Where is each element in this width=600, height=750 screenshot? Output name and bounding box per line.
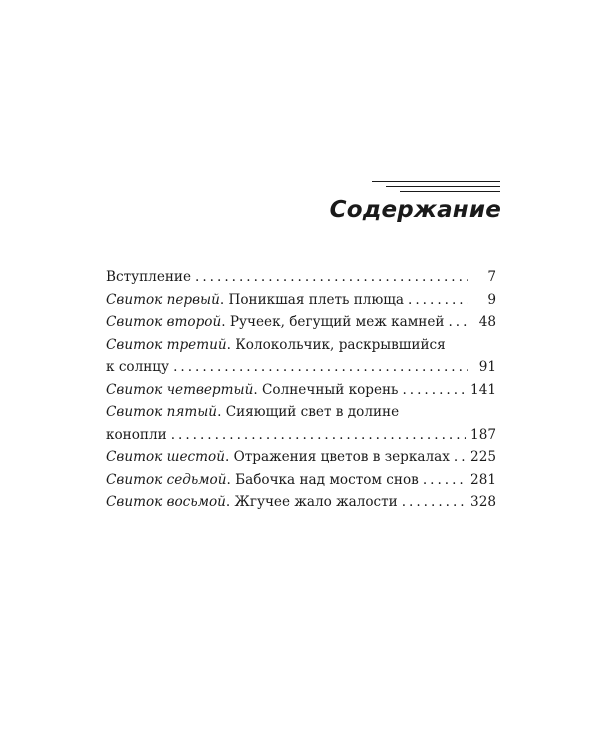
dot-leader — [454, 446, 466, 469]
toc-entry-title — [106, 266, 191, 289]
page-number: 225 — [470, 449, 496, 465]
toc-entry-text: . Солнечный корень — [253, 381, 399, 398]
scroll-label: Свиток шестой — [106, 449, 225, 465]
dot-leader — [423, 469, 466, 492]
toc-line-continuation — [106, 424, 496, 447]
toc-entry-text: Вступление — [106, 269, 192, 285]
toc-entry-text: . Отражения цветов в зеркалах — [224, 449, 450, 465]
toc-line — [106, 469, 496, 492]
toc-entry-title — [106, 401, 399, 424]
toc-entry-text: . Жгучее жало жалости — [225, 494, 398, 510]
toc-entry-text: . Ручеек, бегущий меж камней — [221, 314, 445, 330]
toc-entry-title — [106, 491, 398, 514]
toc-entry-title — [106, 379, 398, 402]
toc-entry-text-continuation: конопли — [106, 426, 167, 443]
dot-leader — [408, 289, 468, 312]
toc-entry-introduction[interactable] — [106, 266, 496, 289]
scroll-label: Свиток седьмой — [106, 471, 227, 488]
toc-line-first — [106, 334, 496, 357]
toc-entry-scroll-5[interactable] — [106, 401, 496, 446]
toc-entry-scroll-4[interactable] — [106, 379, 496, 402]
toc-line — [106, 266, 496, 289]
toc-line — [106, 491, 496, 514]
decorative-rule-bottom — [400, 191, 500, 192]
scroll-label: Свиток второй — [106, 314, 222, 330]
dot-leader — [448, 311, 468, 334]
page-number: 7 — [487, 269, 496, 285]
decorative-rule-middle — [386, 186, 500, 187]
toc-entry-title — [106, 334, 446, 357]
decorative-rule-top — [372, 181, 500, 182]
toc-line — [106, 311, 496, 334]
scroll-label: Свиток первый — [106, 291, 220, 308]
page-number: 91 — [478, 359, 496, 375]
toc-line-continuation — [106, 356, 496, 379]
page-number: 328 — [470, 494, 496, 510]
toc-entry-scroll-3[interactable] — [106, 334, 496, 379]
toc-entry-text: . Колокольчик, раскрывшийся — [226, 336, 446, 353]
toc-entry-scroll-7[interactable] — [106, 469, 496, 492]
scroll-label: Свиток четвертый — [106, 381, 254, 398]
toc-line-first — [106, 401, 496, 424]
toc-line — [106, 379, 496, 402]
page-number: 48 — [478, 314, 496, 330]
toc-entry-scroll-6[interactable] — [106, 446, 496, 469]
toc-entry-scroll-8[interactable] — [106, 491, 496, 514]
dot-leader — [171, 424, 466, 447]
toc-line — [106, 289, 496, 312]
toc-entry-title — [106, 311, 444, 334]
dot-leader — [195, 266, 468, 289]
toc-entry-text: . Поникшая плеть плюща — [219, 291, 405, 308]
toc-entry-title — [106, 289, 404, 312]
table-of-contents — [106, 266, 496, 514]
toc-entry-text-continuation: к солнцу — [106, 359, 170, 375]
page-title: Содержание — [329, 197, 501, 223]
toc-entry-scroll-2[interactable] — [106, 311, 496, 334]
toc-entry-text: . Бабочка над мостом снов — [226, 471, 419, 488]
toc-entry-title — [106, 469, 419, 492]
page-number: 141 — [470, 381, 496, 398]
toc-line — [106, 446, 496, 469]
toc-entry-title — [106, 446, 450, 469]
toc-entry-text: . Сияющий свет в долине — [217, 404, 400, 420]
toc-entry-scroll-1[interactable] — [106, 289, 496, 312]
scroll-label: Свиток пятый — [106, 404, 218, 420]
page-number: 281 — [470, 471, 496, 488]
dot-leader — [402, 379, 466, 402]
scroll-label: Свиток третий — [106, 336, 227, 353]
scroll-label: Свиток восьмой — [106, 494, 226, 510]
page-number: 9 — [487, 291, 496, 308]
dot-leader — [173, 356, 468, 379]
page-number: 187 — [470, 426, 496, 443]
dot-leader — [402, 491, 466, 514]
